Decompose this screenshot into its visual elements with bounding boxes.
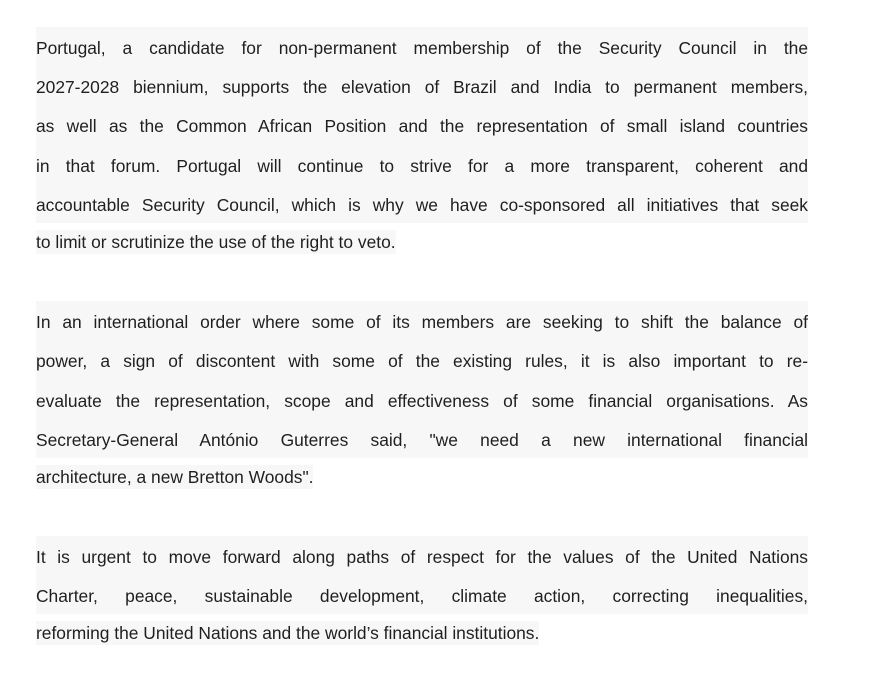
text-line: 2027-2028 biennium, supports the elevation of Brazil and India to permanent members, [36,66,808,105]
text-line: It is urgent to move forward along paths of respect for the values of the United Nations [36,536,808,575]
text-line: architecture, a new Bretton Woods". [36,466,314,487]
text-line: Charter, peace, sustainable development, climate action, correcting inequalities, [36,575,808,614]
text-line: Secretary-General António Guterres said, "we need a new international financial [36,419,808,458]
text-line: as well as the Common African Position and the representation of small island countries [36,105,808,144]
paragraph-security-council [36,27,808,262]
text-line: in that forum. Portugal will continue to strive for a more transparent, coherent and [36,145,808,184]
text-line: accountable Security Council, which is why we have co-sponsored all initiatives that seek [36,184,808,223]
text-line: reforming the United Nations and the world’s financial institutions. [36,623,540,644]
paragraph-international-order [36,301,808,497]
text-line: to limit or scrutinize the use of the right to veto. [36,231,396,252]
text-line: power, a sign of discontent with some of the existing rules, it is also important to re- [36,340,808,379]
text-line: Portugal, a candidate for non-permanent membership of the Security Council in the [36,27,808,66]
text-line: evaluate the representation, scope and effectiveness of some financial organisations. As [36,380,808,419]
document-body [36,27,808,693]
paragraph-un-charter [36,536,808,654]
text-line: In an international order where some of its members are seeking to shift the balance of [36,301,808,340]
